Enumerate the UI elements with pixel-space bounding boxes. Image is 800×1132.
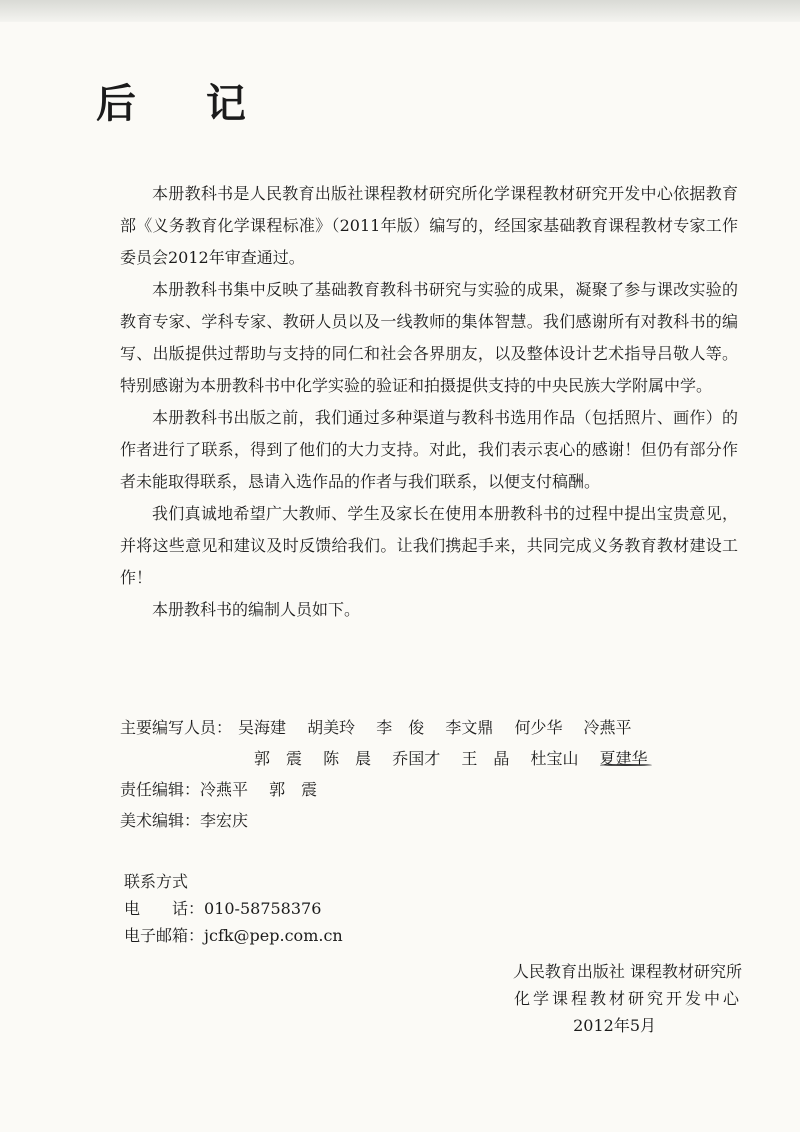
contact-heading: 联系方式 (124, 872, 189, 891)
email-address: jcfk@pep.com.cn (204, 926, 343, 945)
phone-number: 010-58758376 (204, 899, 322, 918)
publisher-name: 人民教育出版社 课程教材研究所 (512, 962, 742, 981)
art-editor-name: 李宏庆 (200, 811, 249, 830)
paragraph-1: 本册教科书是人民教育出版社课程教材研究所化学课程教材研究开发中心依据教育部《义务教育化学课程标准》（2011年版）编写的，经国家基础教育课程教材专家工作委员会2012年审查通过。 (120, 184, 738, 267)
publisher-signature (513, 958, 742, 1039)
main-writers-label: 主要编写人员： (120, 718, 233, 737)
paragraph-2: 本册教科书集中反映了基础教育教科书研究与实验的成果，凝聚了参与课改实验的教育专家、学科专家、教研人员以及一线教师的集体智慧。我们感谢所有对教科书的编写、出版提供过帮助与支持的同仁和社会各界朋友，以及整体设计艺术指导吕敬人等。特别感谢为本册教科书中化学实验的验证和拍摄提供支持的中央民族大学附属中学。 (120, 280, 738, 395)
responsible-editor-names (200, 774, 317, 805)
publisher-center: 化学课程教材研究开发中心 (513, 989, 742, 1008)
staff-name: 吴海建 (238, 718, 287, 737)
main-writers-names (238, 712, 632, 743)
staff-name: 李文鼎 (445, 718, 494, 737)
contact-info (124, 868, 343, 949)
page-top-edge (0, 0, 800, 22)
phone-label: 电 话： (124, 899, 205, 918)
responsible-editor-row (120, 774, 648, 805)
staff-name: 何少华 (514, 718, 563, 737)
staff-name: 李 俊 (376, 718, 425, 737)
staff-name: 郭 震 (269, 780, 318, 799)
staff-name: 冷燕平 (200, 780, 249, 799)
staff-list (120, 712, 648, 836)
staff-name: 郭 震 (254, 749, 303, 768)
email-row (124, 922, 343, 949)
responsible-editor-label: 责任编辑： (120, 780, 201, 799)
art-editor-row (120, 805, 648, 836)
page-title: 后 记 (96, 80, 274, 127)
paragraph-4: 我们真诚地希望广大教师、学生及家长在使用本册教科书的过程中提出宝贵意见，并将这些意见和建议及时反馈给我们。让我们携起手来，共同完成义务教育教材建设工作！ (120, 504, 738, 587)
staff-name: 冷燕平 (583, 718, 632, 737)
phone-row (124, 895, 343, 922)
art-editor-label: 美术编辑： (120, 811, 201, 830)
paragraph-5: 本册教科书的编制人员如下。 (152, 600, 361, 619)
publish-date: 2012年5月 (573, 1016, 656, 1035)
main-writers-names-2 (254, 743, 648, 774)
paragraph-3: 本册教科书出版之前，我们通过多种渠道与教科书选用作品（包括照片、画作）的作者进行了联系，得到了他们的大力支持。对此，我们表示衷心的感谢！但仍有部分作者未能取得联系，恳请入选作品的作者与我们联系，以便支付稿酬。 (120, 408, 738, 491)
staff-name: 陈 晨 (323, 749, 372, 768)
main-writers-row-2 (120, 743, 648, 774)
main-writers-row (120, 712, 648, 743)
afterword-body (120, 178, 738, 626)
staff-name: 王 晶 (461, 749, 510, 768)
email-label: 电子邮箱： (124, 926, 205, 945)
staff-name: 杜宝山 (530, 749, 579, 768)
staff-name: 乔国才 (392, 749, 441, 768)
staff-name: 胡美玲 (307, 718, 356, 737)
staff-name-underlined: 夏建华 (599, 749, 648, 768)
